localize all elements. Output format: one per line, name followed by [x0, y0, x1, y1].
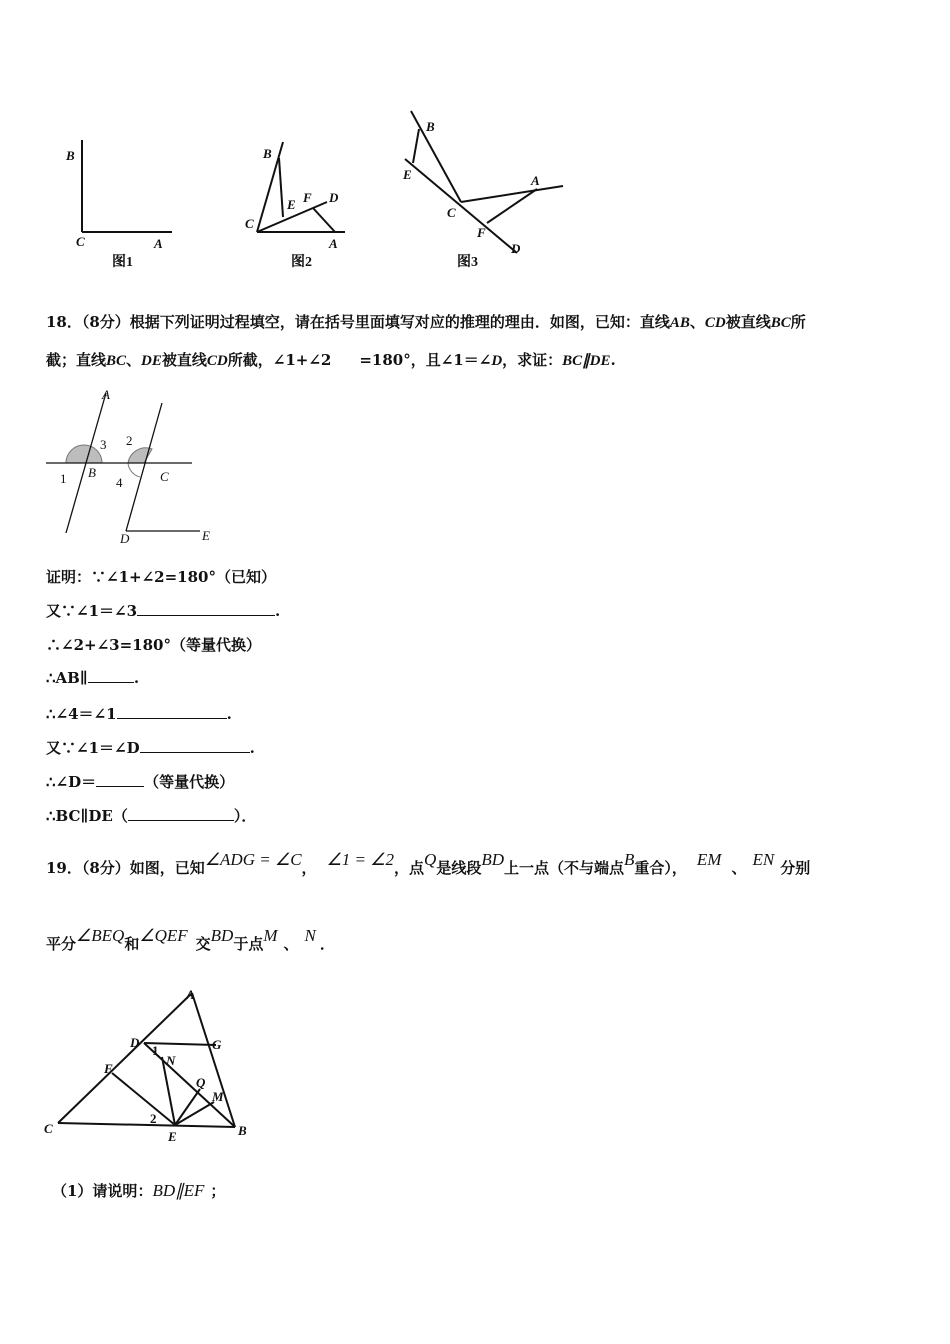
q19-label-b: B: [238, 1123, 247, 1138]
q18-label-b: B: [88, 465, 96, 480]
proof-line-7: ∴∠D＝ （等量代换）: [46, 773, 235, 791]
q19-label-g: G: [212, 1037, 222, 1052]
q19-label-q: Q: [196, 1075, 206, 1090]
fig3-label-b: B: [426, 119, 435, 134]
q19-label-e: E: [168, 1129, 177, 1144]
proof-blank-3[interactable]: [117, 704, 227, 719]
q18-label-4: 4: [116, 475, 123, 490]
q19-label-f: F: [104, 1061, 113, 1076]
proof-line-2: 又∵∠1＝∠3 .: [46, 602, 281, 620]
proof-blank-5[interactable]: [96, 772, 144, 787]
fig3-label-a: A: [531, 173, 540, 188]
q18-line-2: 截；直线BC、DE被直线CD所截，∠1+∠2 =180°，且∠1＝∠D，求证：BC∥DE.: [46, 351, 616, 369]
proof-line-8: ∴BC∥DE（ ）．: [46, 807, 257, 825]
fig3-caption: 图3: [457, 255, 478, 270]
q19-label-c: C: [44, 1121, 53, 1136]
fig1-label-b: B: [66, 148, 75, 163]
proof-line-4: ∴AB∥ .: [46, 669, 140, 687]
figure-2: [235, 130, 365, 275]
fig3-label-f: F: [477, 225, 486, 240]
q18-label-a: A: [102, 387, 110, 402]
fig2-label-d: D: [329, 190, 339, 205]
fig1-label-c: C: [76, 234, 85, 249]
figure-q19: [40, 985, 260, 1150]
fig1-label-a: A: [154, 236, 163, 251]
q19-label-d: D: [130, 1035, 140, 1050]
proof-blank-4[interactable]: [140, 738, 250, 753]
q19-line-2: 平分∠BEQ和∠QEF 交BD于点M 、 N ．: [46, 926, 335, 953]
proof-line-5: ∴∠4＝∠1 .: [46, 705, 232, 723]
proof-blank-2[interactable]: [88, 668, 134, 683]
fig1-caption: 图1: [112, 255, 133, 270]
figure-1: [40, 130, 190, 275]
proof-blank-1[interactable]: [137, 601, 275, 616]
proof-line-3: ∴∠2+∠3=180°（等量代换）: [46, 636, 261, 654]
fig2-label-b: B: [263, 146, 272, 161]
q19-line-1: 19．（8分）如图，已知∠ADG = ∠C， ∠1 = ∠2，点Q是线段BD上一点（不与端点B重合）， EM 、 EN 分别: [46, 850, 811, 877]
q19-label-m: M: [212, 1089, 224, 1104]
fig2-caption: 图2: [291, 255, 312, 270]
fig3-label-e: E: [403, 167, 412, 182]
q19-sub-1: （1）请说明：BD∥EF ；: [52, 1181, 226, 1200]
fig2-label-c: C: [245, 216, 254, 231]
figure-3: [395, 105, 575, 275]
q18-label-c: C: [160, 469, 169, 484]
proof-blank-6[interactable]: [128, 806, 234, 821]
q18-label-2: 2: [126, 433, 133, 448]
fig3-label-c: C: [447, 205, 456, 220]
q18-label-e: E: [202, 528, 210, 543]
fig2-label-f: F: [303, 190, 312, 205]
q18-line-1: 18．（8分）根据下列证明过程填空，请在括号里面填写对应的推理的理由．如图，已知：直线AB、CD被直线BC所: [46, 313, 806, 331]
q19-label-a: A: [186, 987, 195, 1002]
proof-line-1: 证明：∵∠1+∠2=180°（已知）: [46, 568, 276, 586]
q18-label-1: 1: [60, 471, 67, 486]
fig3-label-d: D: [511, 241, 521, 256]
q19-label-n: N: [166, 1053, 176, 1068]
q19-label-2: 2: [150, 1111, 157, 1126]
fig2-label-a: A: [329, 236, 338, 251]
q18-label-3: 3: [100, 437, 107, 452]
proof-line-6: 又∵∠1＝∠D .: [46, 739, 255, 757]
fig2-label-e: E: [287, 197, 296, 212]
figure-q18: [42, 385, 232, 550]
q18-label-d: D: [120, 531, 130, 546]
q19-label-1: 1: [152, 1043, 159, 1058]
